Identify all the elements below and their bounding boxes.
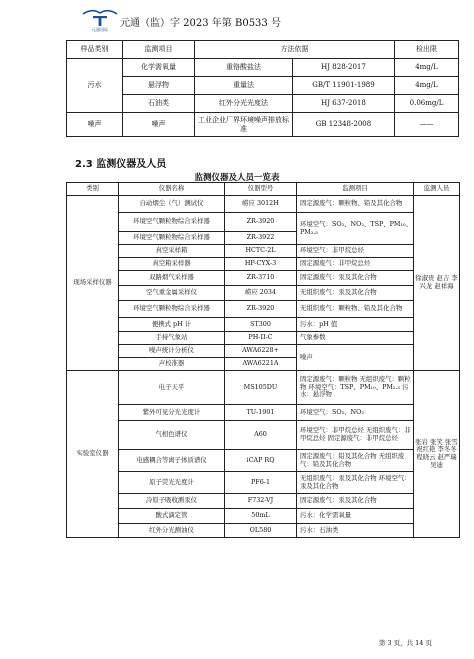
cell-instrument-name: 真空箱采样器 (119, 258, 225, 271)
header-category: 类别 (67, 183, 119, 196)
cell-instrument-name: 环境空气颗粒物综合采样器 (119, 232, 225, 245)
cell-instrument-model: ZR-3920 (225, 213, 297, 232)
header-instrument-model: 仪器型号 (225, 183, 297, 196)
cell-instrument-model: iCAP RQ (225, 450, 297, 472)
cell-item: 噪声 (123, 113, 195, 137)
cell-method: 重铬酸盐法 (195, 59, 293, 77)
cell-monitoring-items: 无组织废气：汞及其化合物 环境空气：汞及其化合物 (297, 472, 414, 494)
cell-category: 实验室仪器 (67, 371, 119, 538)
table-row (67, 286, 460, 301)
cell-instrument-model: ZR-3920 (225, 301, 297, 318)
cell-monitoring-items: 无组织废气：汞及其化合物 (297, 286, 414, 301)
cell-basis: GB 12348-2008 (293, 113, 395, 137)
table-row (67, 59, 459, 77)
header-instrument-name: 仪器名称 (119, 183, 225, 196)
cell-monitoring-items: 污水：pH 值 (297, 318, 414, 332)
table-row (67, 196, 460, 213)
table-row (67, 271, 460, 286)
table-row (67, 509, 460, 524)
cell-monitoring-items: 污水：化学需氧量 (297, 509, 414, 524)
cell-limit: 0.06mg/L (395, 95, 459, 113)
cell-monitoring-items: 噪声 (297, 345, 414, 371)
cell-limit: 4mg/L (395, 59, 459, 77)
cell-item: 石油类 (123, 95, 195, 113)
cell-monitoring-items: 环境空气：非甲烷总烃 (297, 245, 414, 258)
cell-instrument-name: 电感耦合等离子体质谱仪 (119, 450, 225, 472)
cell-limit: —— (395, 113, 459, 137)
cell-category: 污水 (67, 59, 123, 113)
cell-personnel: 张岩 张笑 张雪 祝红艳 李冬冬 程晓云 赵严瑞 吴迪 (414, 371, 460, 538)
cell-basis: GB/T 11901-1989 (293, 77, 395, 95)
header-personnel: 监测人员 (414, 183, 460, 196)
cell-instrument-model: PF6-1 (225, 472, 297, 494)
cell-method: 红外分光光度法 (195, 95, 293, 113)
cell-monitoring-items: 固定源废气：非甲烷总烃 (297, 258, 414, 271)
cell-instrument-model: OL580 (225, 524, 297, 538)
cell-basis: HJ 828-2017 (293, 59, 395, 77)
section-title: 2.3 监测仪器及人员 (75, 159, 167, 170)
cell-instrument-name: 环境空气颗粒物综合采样器 (119, 213, 225, 232)
table-row (67, 77, 459, 95)
cell-instrument-name: 红外分光测油仪 (119, 524, 225, 538)
table-row (67, 524, 460, 538)
cell-monitoring-items: 环境空气：SO₂、NO₂ (297, 405, 414, 421)
cell-instrument-name: 环境空气颗粒物综合采样器 (119, 301, 225, 318)
cell-instrument-name: 噪声统计分析仪 (119, 345, 225, 358)
header-sample-category: 样品类别 (67, 41, 123, 59)
cell-monitoring-items: 无组织废气：颗粒物、铅及其化合物 (297, 301, 414, 318)
table-header-row (67, 183, 460, 196)
cell-instrument-model: A60 (225, 421, 297, 450)
cell-monitoring-items: 固定源废气：铅及其化合物 无组织废气：铅及其化合物 (297, 450, 414, 472)
cell-method: 重量法 (195, 77, 293, 95)
cell-monitoring-items: 固定源废气：汞及其化合物 (297, 494, 414, 509)
header-detection-limit: 检出限 (395, 41, 459, 59)
cell-instrument-model: HP-CYX-3 (225, 258, 297, 271)
cell-instrument-name: 双路烟气采样器 (119, 271, 225, 286)
cell-instrument-model: 50mL (225, 509, 297, 524)
cell-instrument-name: 真空采样箱 (119, 245, 225, 258)
page-number: 第 3 页，共 14 页 (378, 639, 432, 647)
cell-instrument-model: ZR-3710 (225, 271, 297, 286)
cell-method: 工业企业厂界环境噪声排放标准 (195, 113, 293, 137)
table-row (67, 113, 459, 137)
cell-instrument-name: 自动烟尘（气）测试仪 (119, 196, 225, 213)
cell-monitoring-items: 固定源废气：汞及其化合物 (297, 271, 414, 286)
header-monitoring-items: 监测项目 (297, 183, 414, 196)
table-row (67, 472, 460, 494)
cell-monitoring-items: 固定源废气：颗粒物 无组织废气：颗粒物 环境空气：TSP、PM₁₀、PM₂.₅ 污水：悬浮物 (297, 371, 414, 405)
cell-instrument-model: MS105DU (225, 371, 297, 405)
header-method-basis: 方法依据 (195, 41, 395, 59)
cell-instrument-name: 气相色谱仪 (119, 421, 225, 450)
cell-instrument-model: F732-VJ (225, 494, 297, 509)
cell-instrument-model: 崂应 2034 (225, 286, 297, 301)
cell-instrument-name: 紫外可见分光光度计 (119, 405, 225, 421)
cell-instrument-model: AWA6221A (225, 358, 297, 371)
cell-monitoring-items: 气象参数 (297, 332, 414, 345)
cell-monitoring-items: 污水：石油类 (297, 524, 414, 538)
cell-instrument-name: 空气重金属采样仪 (119, 286, 225, 301)
cell-instrument-model: TU-1901 (225, 405, 297, 421)
table-row (67, 405, 460, 421)
cell-item: 化学需氧量 (123, 59, 195, 77)
cell-instrument-name: 便携式 pH 计 (119, 318, 225, 332)
header-item: 监测项目 (123, 41, 195, 59)
cell-monitoring-items: 环境空气：非甲烷总烃 无组织废气：非甲烷总烃 固定源废气：非甲烷总烃 (297, 421, 414, 450)
table-header-row (67, 41, 459, 59)
cell-item: 悬浮物 (123, 77, 195, 95)
table-row (67, 371, 460, 405)
cell-instrument-name: 原子荧光光度计 (119, 472, 225, 494)
method-table (66, 40, 459, 137)
table-row (67, 494, 460, 509)
table-row (67, 301, 460, 318)
cell-category: 现场采样仪器 (67, 196, 119, 371)
company-logo (80, 8, 120, 32)
document-number: 元通（监）字 2023 年第 B0533 号 (120, 18, 281, 29)
table-row (67, 258, 460, 271)
table-row (67, 213, 460, 232)
table-row (67, 245, 460, 258)
cell-monitoring-items: 固定源废气：颗粒物、铅及其化合物 (297, 196, 414, 213)
table-row (67, 345, 460, 358)
table-row (67, 332, 460, 345)
table-row (67, 421, 460, 450)
cell-instrument-model: 崂应 3012H (225, 196, 297, 213)
table-title: 监测仪器及人员一览表 (194, 173, 280, 183)
instrument-table (66, 182, 460, 538)
cell-instrument-name: 声校准器 (119, 358, 225, 371)
svg-text:元通国际: 元通国际 (91, 27, 109, 32)
table-row (67, 450, 460, 472)
cell-instrument-name: 冷原子吸收测汞仪 (119, 494, 225, 509)
cell-instrument-model: PH-II-C (225, 332, 297, 345)
cell-limit: 4mg/L (395, 77, 459, 95)
cell-instrument-model: ST300 (225, 318, 297, 332)
cell-personnel: 徐淑贵 赵吉 李兴龙 赵祥海 (414, 196, 460, 371)
table-row (67, 95, 459, 113)
cell-instrument-model: HCTC-2L (225, 245, 297, 258)
cell-category: 噪声 (67, 113, 123, 137)
cell-instrument-model: ZR-3922 (225, 232, 297, 245)
cell-instrument-name: 手持气象站 (119, 332, 225, 345)
cell-instrument-model: AWA6228+ (225, 345, 297, 358)
table-row (67, 318, 460, 332)
cell-instrument-name: 酸式滴定管 (119, 509, 225, 524)
cell-monitoring-items: 环境空气：SO₂、NO₂、TSP、PM₁₀、PM₂.₅ (297, 213, 414, 245)
cell-basis: HJ 637-2018 (293, 95, 395, 113)
cell-instrument-name: 电子天平 (119, 371, 225, 405)
